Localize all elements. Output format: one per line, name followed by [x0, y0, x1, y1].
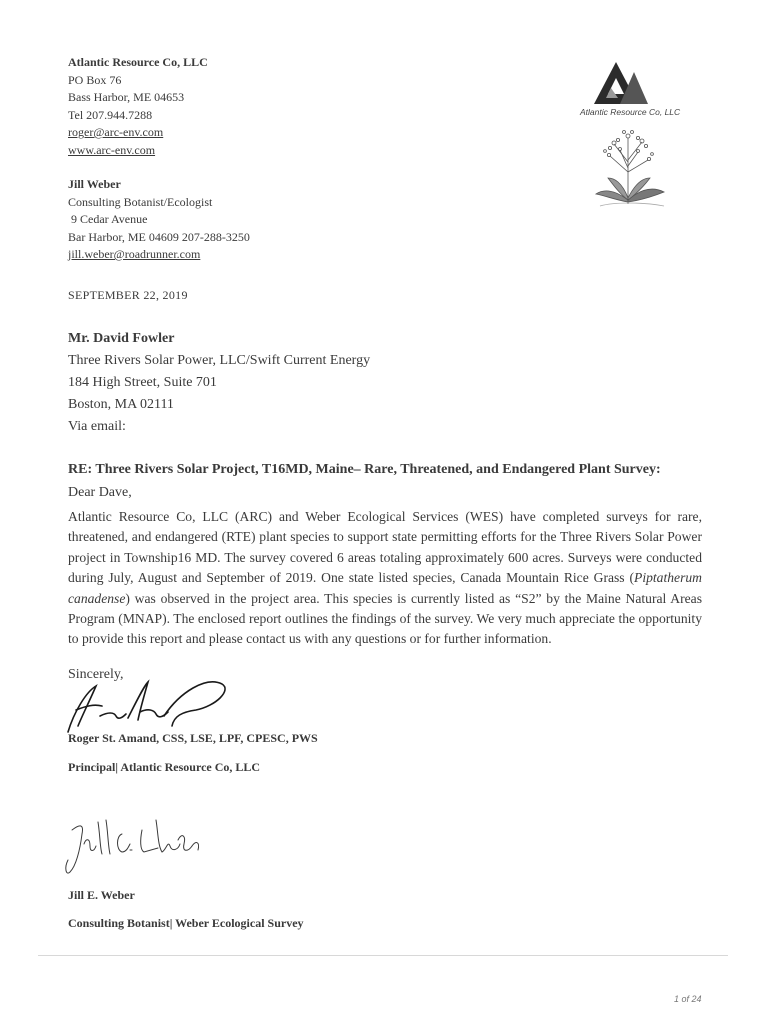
footer-divider — [38, 955, 728, 956]
signer1-title: Principal| Atlantic Resource Co, LLC — [68, 760, 261, 774]
sender-address-line1: PO Box 76 — [68, 72, 122, 87]
letter-date: SEPTEMBER 22, 2019 — [68, 288, 188, 302]
sender-email-link[interactable]: roger@arc-env.com — [68, 125, 164, 139]
signer2-name: Jill E. Weber — [68, 888, 135, 902]
consultant-name: Jill Weber — [68, 177, 121, 191]
body-text-part1: Atlantic Resource Co, LLC (ARC) and Weber Ecological Services (WES) have completed surveys for rare, threatened, and endangered (RTE) plant species to support state permitting efforts for the Three Rivers Solar Power project in Township16 MD. The survey covered 6 areas totaling approximately 600 acres. Surveys were conducted during July, August and September of 2019. One state listed species, Canada Mountain Rice Grass ( — [68, 509, 702, 586]
recipient-address-line1: 184 High Street, Suite 701 — [68, 375, 217, 390]
closing: Sincerely, — [68, 667, 124, 682]
page-number: 1 of 24 — [674, 994, 702, 1004]
sender-block — [68, 54, 208, 159]
sender-website-link[interactable]: www.arc-env.com — [68, 142, 156, 157]
signer1-name: Roger St. Amand, CSS, LSE, LPF, CPESC, PWS — [68, 731, 318, 745]
recipient-block — [68, 328, 370, 438]
plant-illustration-icon — [592, 126, 672, 210]
consultant-block — [68, 176, 250, 264]
recipient-name: Mr. David Fowler — [68, 331, 175, 346]
species-name: Piptatherum canadense — [68, 570, 702, 606]
consultant-email-link[interactable]: jill.weber@roadrunner.com — [68, 247, 201, 261]
recipient-via: Via email: — [68, 419, 126, 434]
signature-roger-st-amand — [56, 672, 236, 738]
signature-jill-weber — [60, 810, 210, 880]
sender-phone: Tel 207.944.7288 — [68, 107, 153, 122]
sender-company: Atlantic Resource Co, LLC — [68, 55, 208, 69]
body-text-part2: ) was observed in the project area. This species is currently listed as “S2” by the Maine Natural Areas Program (MNAP). The enclosed report outlines the findings of the survey. We very much appreciate the opportunity to provide this report and please contact us with any questions or for further information. — [68, 590, 702, 647]
sender-address-line2: Bass Harbor, ME 04653 — [68, 90, 185, 104]
recipient-address-line2: Boston, MA 02111 — [68, 397, 174, 412]
consultant-address-line2: Bar Harbor, ME 04609 207-288-3250 — [68, 229, 250, 244]
letter-body — [68, 507, 702, 650]
recipient-company: Three Rivers Solar Power, LLC/Swift Current Energy — [68, 353, 371, 368]
consultant-address-line1: 9 Cedar Avenue — [68, 212, 148, 226]
signer2-title: Consulting Botanist| Weber Ecological Survey — [68, 916, 304, 930]
salutation: Dear Dave, — [68, 485, 132, 500]
logo-wordmark: Atlantic Resource Co, LLC — [580, 107, 681, 117]
subject-line: RE: Three Rivers Solar Project, T16MD, Maine– Rare, Threatened, and Endangered Plant Survey: — [68, 462, 661, 477]
consultant-title: Consulting Botanist/Ecologist — [68, 194, 213, 209]
